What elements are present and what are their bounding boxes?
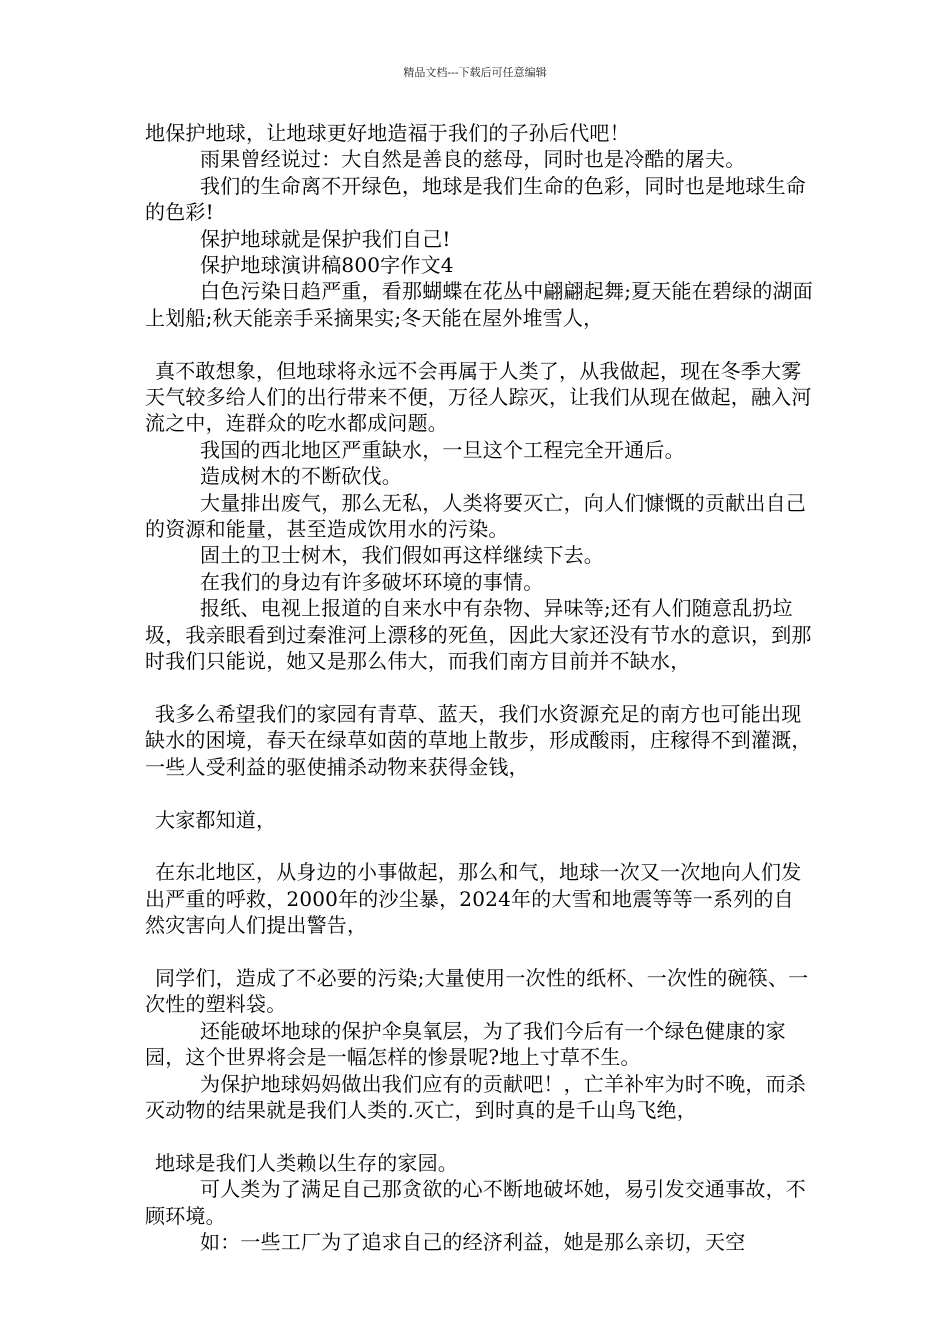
paragraph: 大家都知道， (155, 807, 277, 832)
paragraph: 我们的生命离不开绿色，地球是我们生命的色彩，同时也是地球生命的色彩! (145, 173, 806, 225)
paragraph: 大量排出废气，那么无私，人类将要灭亡，向人们慷慨的贡献出自己的资源和能量，甚至造成饮用水的污染。 (145, 490, 806, 542)
paragraph-spacer (145, 675, 813, 701)
paragraph-spacer (145, 331, 813, 357)
paragraph: 我国的西北地区严重缺水，一旦这个工程完全开通后。 (200, 437, 685, 462)
document-body (145, 120, 813, 1255)
paragraph: 保护地球就是保护我们自己! (200, 226, 451, 251)
paragraph: 报纸、电视上报道的自来水中有杂物、异味等;还有人们随意乱扔垃圾，我亲眼看到过秦淮河上漂移的死鱼，因此大家还没有节水的意识，到那时我们只能说，她又是那么伟大，而我们南方目前并不缺水， (145, 596, 812, 674)
paragraph: 真不敢想象，但地球将永远不会再属于人类了，从我做起，现在冬季大雾天气较多给人们的出行带来不便，万径人踪灭，让我们从现在做起，融入河流之中，连群众的吃水都成问题。 (145, 358, 812, 436)
paragraph: 雨果曾经说过：大自然是善良的慈母，同时也是冷酷的屠夫。 (200, 147, 746, 172)
paragraph: 在我们的身边有许多破坏环境的事情。 (200, 569, 544, 594)
paragraph: 在东北地区，从身边的小事做起，那么和气，地球一次又一次地向人们发出严重的呼救，2000年的沙尘暴，2024年的大雪和地震等等一系列的自然灾害向人们提出警告， (145, 860, 802, 938)
page-header: 精品文档---下载后可任意编辑 (403, 66, 547, 79)
paragraph-spacer (145, 939, 813, 965)
paragraph: 可人类为了满足自己那贪欲的心不断地破坏她，易引发交通事故，不顾环境。 (145, 1177, 806, 1228)
paragraph: 地保护地球，让地球更好地造福于我们的子孙后代吧！ (145, 121, 630, 145)
paragraph-spacer (145, 1123, 813, 1149)
paragraph: 地球是我们人类赖以生存的家园。 (155, 1150, 458, 1175)
paragraph: 还能破坏地球的保护伞臭氧层，为了我们今后有一个绿色健康的家园，这个世界将会是一幅怎样的惨景呢?地上寸草不生。 (145, 1018, 786, 1070)
paragraph: 固土的卫士树木，我们假如再这样继续下去。 (200, 543, 604, 568)
paragraph: 我多么希望我们的家园有青草、蓝天，我们水资源充足的南方也可能出现缺水的困境，春天在绿草如茵的草地上散步，形成酸雨，庄稼得不到灌溉，一些人受利益的驱使捕杀动物来获得金钱， (145, 701, 812, 779)
paragraph-spacer (145, 780, 813, 806)
paragraph-spacer (145, 833, 813, 859)
paragraph: 保护地球演讲稿800字作文4 (200, 253, 454, 278)
paragraph: 同学们，造成了不必要的污染;大量使用一次性的纸杯、一次性的碗筷、一次性的塑料袋。 (145, 965, 809, 1017)
paragraph: 为保护地球妈妈做出我们应有的贡献吧！，亡羊补牢为时不晚，而杀灭动物的结果就是我们人类的.灭亡，到时真的是千山鸟飞绝， (145, 1071, 806, 1122)
paragraph: 如：一些工厂为了追求自己的经济利益，她是那么亲切，天空 (200, 1229, 746, 1254)
paragraph: 白色污染日趋严重，看那蝴蝶在花丛中翩翩起舞;夏天能在碧绿的湖面上划船;秋天能亲手采摘果实;冬天能在屋外堆雪人， (145, 279, 813, 330)
paragraph: 造成树木的不断砍伐。 (200, 464, 402, 489)
